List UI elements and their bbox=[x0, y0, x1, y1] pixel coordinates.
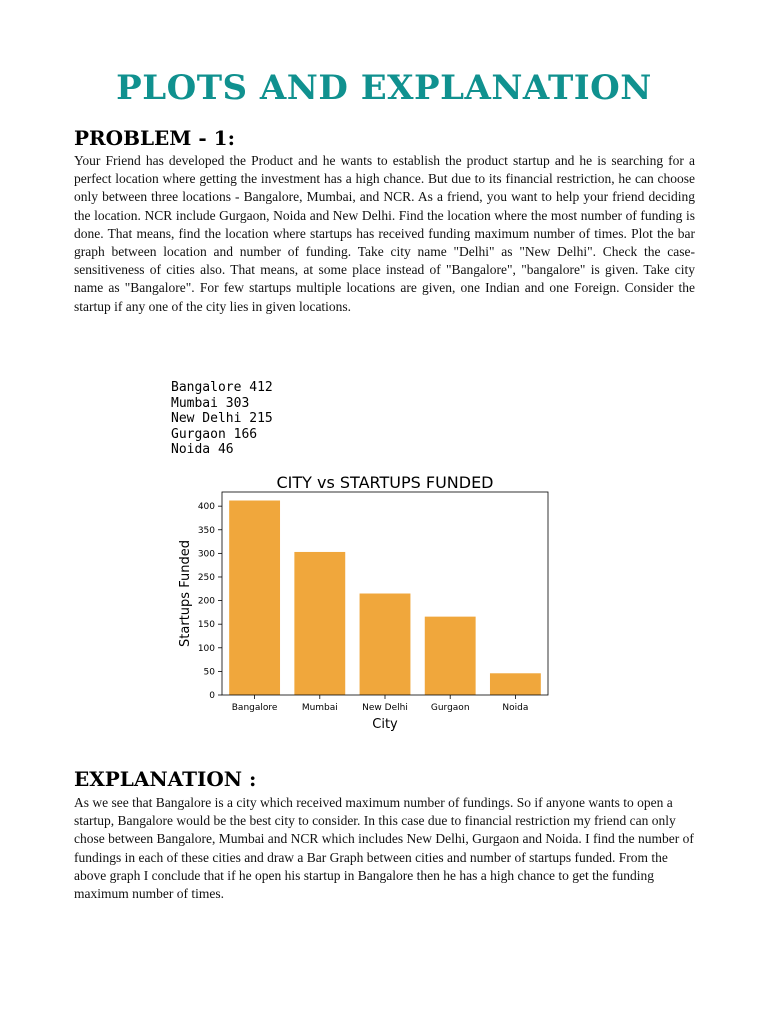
count-line-mumbai: Mumbai 303 bbox=[171, 395, 250, 411]
y-tick-label: 200 bbox=[197, 596, 215, 607]
y-tick-label: 100 bbox=[197, 643, 215, 654]
bar-new-delhi bbox=[360, 594, 411, 696]
y-axis-label: Startups Funded bbox=[178, 540, 193, 647]
y-tick-label: 50 bbox=[203, 667, 215, 678]
x-tick-label: Mumbai bbox=[301, 703, 338, 713]
y-tick-label: 0 bbox=[209, 691, 215, 701]
x-tick-label: Noida bbox=[502, 703, 529, 713]
bar-gurgaon bbox=[425, 617, 476, 695]
city-count-output bbox=[171, 380, 273, 458]
bar-mumbai bbox=[294, 552, 345, 695]
bar-bangalore bbox=[229, 500, 280, 695]
x-tick-label: New Delhi bbox=[362, 703, 408, 713]
bar-chart bbox=[168, 466, 568, 736]
explanation-text: As we see that Bangalore is a city which received maximum number of fundings. So if anyone wants to open a startup, Bangalore would be the best city to consider. In this case due to financial restriction my friend can only chose between Bangalore, Mumbai and NCR which includes New Delhi, Gurgaon and Noida. I find the number of fundings in each of these cities and draw a Bar Graph between cities and number of startups funded. From the above graph I conclude that if he open his startup in Bangalore then he has a high chance to get the funding maximum number of times. bbox=[74, 795, 694, 902]
y-tick-label: 250 bbox=[197, 572, 215, 583]
y-tick-label: 350 bbox=[197, 525, 215, 536]
problem-heading: PROBLEM - 1: bbox=[74, 126, 235, 150]
chart-title: CITY vs STARTUPS FUNDED bbox=[276, 473, 494, 492]
count-line-gurgaon: Gurgaon 166 bbox=[171, 426, 258, 442]
x-tick-label: Gurgaon bbox=[430, 703, 470, 713]
x-axis-label: City bbox=[372, 717, 398, 732]
y-tick-label: 400 bbox=[197, 502, 215, 513]
problem-text: Your Friend has developed the Product and he wants to establish the product startup and he is searching for a perfect location where getting the investment has a high chance. But due to its financial restriction, he can choose only between three locations - Bangalore, Mumbai, and NCR. As a friend, you want to help your friend deciding the location. NCR include Gurgaon, Noida and New Delhi. Find the location where the most number of funding is done. That means, find the location where startups has received funding maximum number of times. Plot the bar graph between location and number of funding. Take city name "Delhi" as "New Delhi". Check the case-sensitiveness of cities also. That means, at some place instead of "Bangalore", "bangalore" is given. Take city name as "Bangalore". For few startups multiple locations are given, one Indian and one Foreign. Consider the startup if any one of the city lies in given locations. bbox=[74, 153, 695, 314]
count-line-new-delhi: New Delhi 215 bbox=[171, 411, 273, 426]
count-line-noida: Noida 46 bbox=[171, 442, 234, 457]
page-title: PLOTS AND EXPLANATION bbox=[116, 68, 652, 108]
y-tick-label: 150 bbox=[197, 620, 215, 631]
count-line-bangalore: Bangalore 412 bbox=[171, 380, 273, 395]
explanation-heading: EXPLANATION : bbox=[74, 767, 257, 791]
x-tick-label: Bangalore bbox=[231, 703, 278, 713]
bar-noida bbox=[490, 673, 541, 695]
y-tick-label: 300 bbox=[197, 549, 215, 560]
